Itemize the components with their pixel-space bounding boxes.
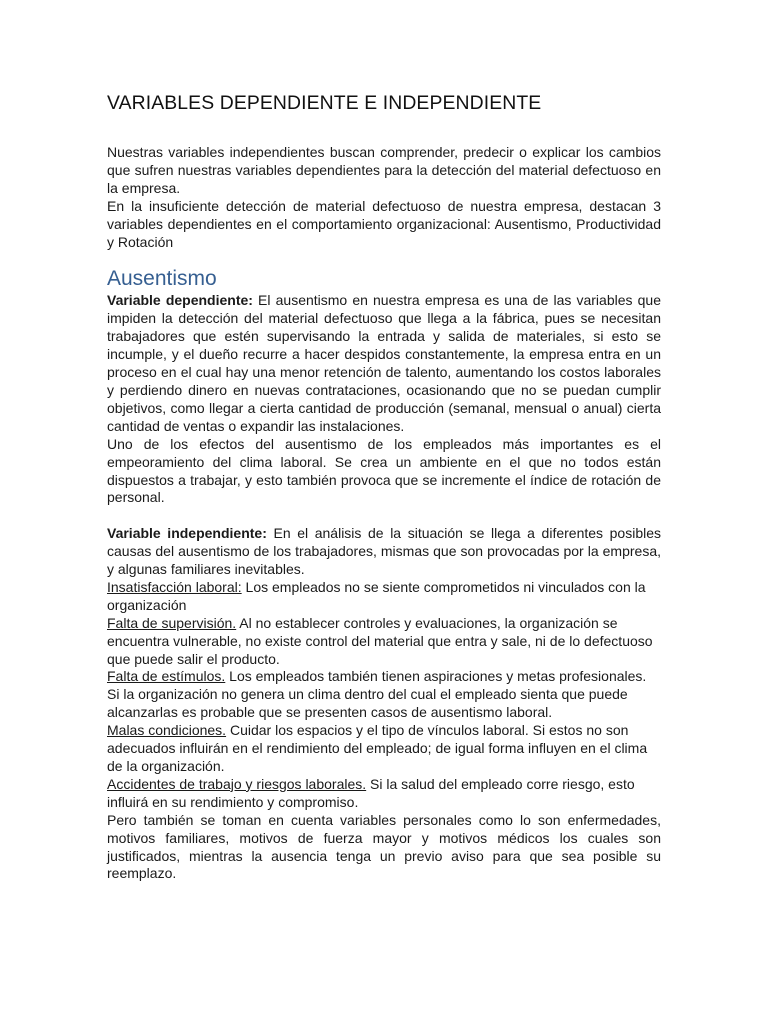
cause-text: Si la salud del empleado corre riesgo, esto influirá en su rendimiento y compromiso. (107, 775, 635, 810)
cause-term: Falta de supervisión. (107, 614, 237, 631)
page-title: VARIABLES DEPENDIENTE E INDEPENDIENTE (107, 92, 542, 114)
cause-text: Al no establecer controles y evaluaciones, la organización se encuentra vulnerable, no existe control del material que entra y sale, ni de lo defectuoso que puede salir el producto. (107, 614, 653, 667)
cause-text: Cuidar los espacios y el tipo de vínculos laboral. Si estos no son adecuados influirán en el rendimiento del empleado; de igual forma influyen en el clima de la organización. (107, 722, 648, 774)
cause-term: Malas condiciones. (107, 722, 227, 739)
cause-text: Los empleados no se siente comprometidos ni vinculados con la organización (107, 578, 646, 613)
independent-variable-paragraph (107, 525, 661, 579)
dependent-variable-label: Variable dependiente: (107, 292, 253, 309)
document-body (107, 91, 661, 883)
cause-item (107, 615, 661, 669)
cause-item (107, 722, 661, 776)
independent-variable-text: En el análisis de la situación se llega a diferentes posibles causas del ausentismo de los trabajadores, mismas que son provocadas por la empresa, y algunas familiares inevitables. (107, 525, 661, 578)
dependent-variable-text: El ausentismo en nuestra empresa es una de las variables que impiden la detección del material defectuoso que llega a la fábrica, pues se necesitan trabajadores que estén supervisando la entrada y salida de materiales, si esto se incumple, y el dueño recurre a hacer despidos constantemente, la empresa entra en un proceso en el cual hay una menor retención de talento, aumentando los costos laborales y perdiendo dinero en nuevas contrataciones, ocasionando que no se puedan cumplir objetivos, como llegar a cierta cantidad de producción (semanal, mensual o anual) cierta cantidad de ventas o expandir las instalaciones. (107, 292, 661, 434)
cause-text: Los empleados también tienen aspiraciones y metas profesionales. Si la organización no genera un clima dentro del cual el empleado sienta que puede alcanzarlas es probable que se presenten casos de ausentismo laboral. (107, 668, 647, 721)
cause-item (107, 668, 661, 722)
cause-term: Accidentes de trabajo y riesgos laborales. (107, 775, 367, 792)
cause-term: Insatisfacción laboral: (107, 578, 242, 595)
dependent-variable-paragraph (107, 292, 661, 435)
cause-item (107, 579, 661, 615)
effects-paragraph: Uno de los efectos del ausentismo de los empleados más importantes es el empeoramiento del clima laboral. Se crea un ambiente en el que no todos están dispuestos a trabajar, y esto también provoca que se incremente el índice de rotación de personal. (107, 435, 661, 506)
intro-paragraph: Nuestras variables independientes buscan comprender, predecir o explicar los cambios que sufren nuestras variables dependientes para la detección del material defectuoso en la empresa. (107, 144, 661, 196)
cause-term: Falta de estímulos. (107, 668, 226, 685)
intro-paragraph: En la insuficiente detección de material defectuoso de nuestra empresa, destacan 3 variables dependientes en el comportamiento organizacional: Ausentismo, Productividad y Rotación (107, 197, 661, 250)
closing-paragraph: Pero también se toman en cuenta variables personales como lo son enfermedades, motivos familiares, motivos de fuerza mayor y motivos médicos los cuales son justificados, mientras la ausencia tenga un previo aviso para que sea posible su reemplazo. (107, 811, 661, 882)
section-heading: Ausentismo (107, 267, 217, 291)
cause-item (107, 776, 661, 812)
independent-variable-label: Variable independiente: (107, 525, 267, 542)
